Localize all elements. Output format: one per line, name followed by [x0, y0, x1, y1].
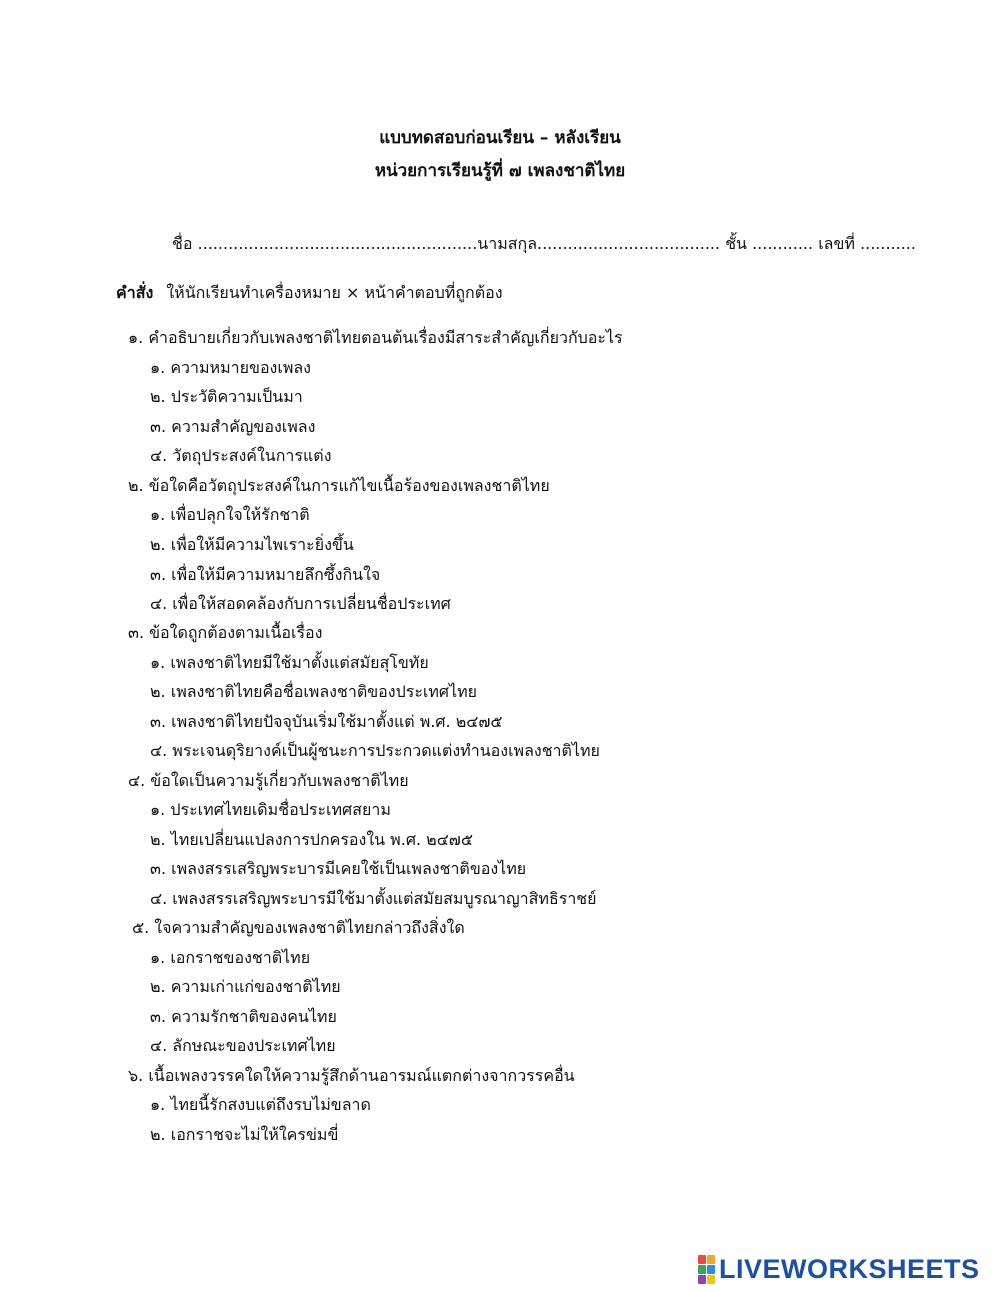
instruction-label: คำสั่ง	[116, 283, 154, 302]
logo-block	[698, 1265, 706, 1274]
question-6-choice-1[interactable]: ๑. ไทยนี้รักสงบแต่ถึงรบไม่ขลาด	[150, 1095, 371, 1114]
question-2-choice-4[interactable]: ๔. เพื่อให้สอดคล้องกับการเปลี่ยนชื่อประเทศ	[150, 594, 451, 613]
question-5-choice-2[interactable]: ๒. ความเก่าแก่ของชาติไทย	[150, 977, 341, 996]
logo-blocks-icon	[698, 1255, 715, 1284]
student-info-line: ชื่อ .......................................................นามสกุล.................................... ชั้น ............ เลขที่ ...........	[172, 234, 916, 253]
logo-block	[707, 1275, 715, 1284]
logo-text: LIVEWORKSHEETS	[719, 1253, 980, 1284]
worksheet-title: แบบทดสอบก่อนเรียน – หลังเรียน	[379, 128, 621, 148]
question-1-choice-4[interactable]: ๔. วัตถุประสงค์ในการแต่ง	[150, 446, 332, 465]
question-2-text: ๒. ข้อใดคือวัตถุประสงค์ในการแก้ไขเนื้อร้องของเพลงชาติไทย	[128, 476, 550, 495]
question-2-choice-2[interactable]: ๒. เพื่อให้มีความไพเราะยิ่งขึ้น	[150, 535, 354, 554]
question-1-choice-2[interactable]: ๒. ประวัติความเป็นมา	[150, 387, 303, 406]
logo-block	[707, 1255, 715, 1264]
question-4-choice-3[interactable]: ๓. เพลงสรรเสริญพระบารมีเคยใช้เป็นเพลงชาติของไทย	[150, 859, 527, 878]
question-5-text: ๕. ใจความสำคัญของเพลงชาติไทยกล่าวถึงสิ่งใด	[132, 918, 465, 937]
question-4-choice-2[interactable]: ๒. ไทยเปลี่ยนแปลงการปกครองใน พ.ศ. ๒๔๗๕	[150, 830, 473, 849]
question-4-text: ๔. ข้อใดเป็นความรู้เกี่ยวกับเพลงชาติไทย	[128, 771, 409, 790]
logo-block	[698, 1255, 706, 1264]
worksheet-subtitle: หน่วยการเรียนรู้ที่ ๗ เพลงชาติไทย	[374, 161, 626, 181]
question-1-choice-3[interactable]: ๓. ความสำคัญของเพลง	[150, 417, 316, 436]
liveworksheets-logo[interactable]	[698, 1254, 980, 1284]
question-2-choice-3[interactable]: ๓. เพื่อให้มีความหมายลึกซึ้งกินใจ	[150, 565, 381, 584]
question-5-choice-3[interactable]: ๓. ความรักชาติของคนไทย	[150, 1007, 337, 1026]
question-3-choice-4[interactable]: ๔. พระเจนดุริยางค์เป็นผู้ชนะการประกวดแต่งทำนองเพลงชาติไทย	[150, 741, 600, 760]
question-6-choice-2[interactable]: ๒. เอกราชจะไม่ให้ใครข่มขี่	[150, 1125, 339, 1144]
question-3-choice-3[interactable]: ๓. เพลงชาติไทยปัจจุบันเริ่มใช้มาตั้งแต่ พ.ศ. ๒๔๗๕	[150, 712, 503, 731]
logo-block	[698, 1275, 706, 1284]
instruction	[116, 281, 503, 306]
question-2-choice-1[interactable]: ๑. เพื่อปลุกใจให้รักชาติ	[150, 505, 310, 524]
question-3-text: ๓. ข้อใดถูกต้องตามเนื้อเรื่อง	[128, 623, 323, 642]
question-3-choice-2[interactable]: ๒. เพลงชาติไทยคือชื่อเพลงชาติของประเทศไทย	[150, 682, 478, 701]
question-6-text: ๖. เนื้อเพลงวรรคใดให้ความรู้สึกด้านอารมณ์แตกต่างจากวรรคอื่น	[128, 1066, 575, 1085]
question-1-text: ๑. คำอธิบายเกี่ยวกับเพลงชาติไทยตอนต้นเรื่องมีสาระสำคัญเกี่ยวกับอะไร	[128, 328, 623, 347]
question-4-choice-4[interactable]: ๔. เพลงสรรเสริญพระบารมีใช้มาตั้งแต่สมัยสมบูรณาญาสิทธิราชย์	[150, 889, 597, 908]
instruction-text: ให้นักเรียนทำเครื่องหมาย × หน้าคำตอบที่ถูกต้อง	[166, 283, 503, 302]
question-5-choice-4[interactable]: ๔. ลักษณะของประเทศไทย	[150, 1036, 336, 1055]
question-5-choice-1[interactable]: ๑. เอกราชของชาติไทย	[150, 948, 311, 967]
question-3-choice-1[interactable]: ๑. เพลงชาติไทยมีใช้มาตั้งแต่สมัยสุโขทัย	[150, 653, 429, 672]
logo-block	[707, 1265, 715, 1274]
question-1-choice-1[interactable]: ๑. ความหมายของเพลง	[150, 358, 311, 377]
question-4-choice-1[interactable]: ๑. ประเทศไทยเดิมชื่อประเทศสยาม	[150, 800, 391, 819]
